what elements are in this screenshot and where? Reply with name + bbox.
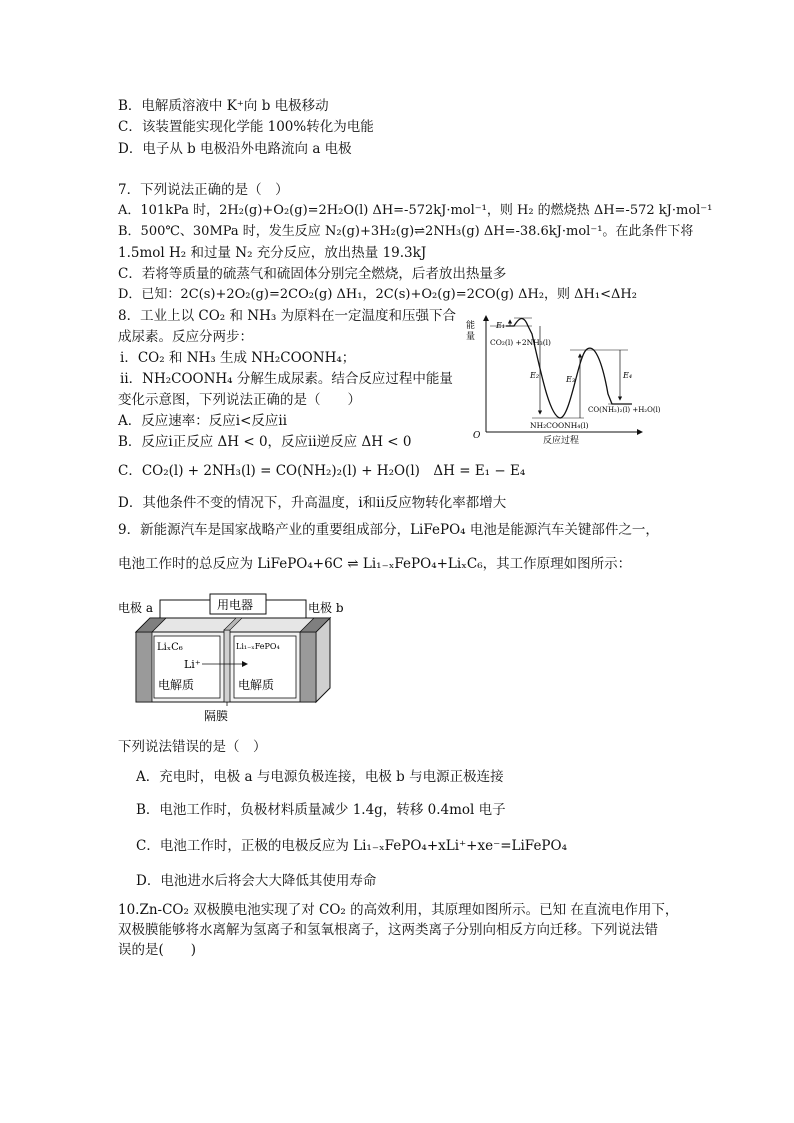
device-label: 用电器	[217, 598, 254, 612]
q8-option-b: B．反应ⅰ正反应 ΔH < 0，反应ⅱ逆反应 ΔH < 0	[118, 434, 412, 450]
left-material-label: LiₓC₆	[157, 642, 183, 653]
q9-option-c: C．电池工作时，正极的电极反应为 Li₁₋ₓFePO₄+xLi⁺+xe⁻=LiFePO₄	[136, 838, 567, 854]
e1-label: E₁	[496, 321, 506, 330]
intermediate-label: NH₂COONH₄(l)	[530, 421, 589, 430]
wire-right	[266, 600, 306, 618]
q8-stem-line5: 变化示意图，下列说法正确的是（ ）	[118, 392, 361, 408]
q9-stem-line2: 电池工作时的总反应为 LiFePO₄+6C ⇌ Li₁₋ₓFePO₄+LiₓC₆，其工作原理如图所示：	[118, 556, 632, 572]
q8-step-1: ⅰ．CO₂ 和 NH₃ 生成 NH₂COONH₄；	[120, 350, 356, 366]
q7-stem: 7．下列说法正确的是（ ）	[118, 182, 289, 198]
origin-label: O	[473, 431, 481, 441]
q7-option-a: A．101kPa 时，2H₂(g)+O₂(g)=2H₂O(l) ΔH=-572kJ·mol⁻¹，则 H₂ 的燃烧热 ΔH=-572 kJ·mol⁻¹	[118, 203, 713, 218]
cell-side	[316, 618, 330, 702]
q7-option-c: C．若将等质量的硫蒸气和硫固体分别完全燃烧，后者放出热量多	[118, 266, 507, 282]
electrode-b	[300, 632, 316, 702]
q8-step-2: ⅱ．NH₂COONH₄ 分解生成尿素。结合反应过程中能量	[120, 371, 453, 387]
wire-left	[160, 600, 210, 618]
x-axis-label: 反应过程	[543, 436, 580, 446]
q8-option-a: A．反应速率：反应ⅰ<反应ⅱ	[118, 413, 288, 429]
left-electrolyte-label: 电解质	[158, 678, 195, 692]
q10-stem-line1: 10.Zn-CO₂ 双极膜电池实现了对 CO₂ 的高效利用，其原理如图所示。已知 在直流电作用下，	[118, 902, 679, 918]
e3-label: E₃	[566, 375, 576, 384]
q7-option-d: D．已知：2C(s)+2O₂(g)=2CO₂(g) ΔH₁，2C(s)+O₂(g)=2CO(g) ΔH₂，则 ΔH₁<ΔH₂	[118, 287, 637, 302]
reactants-label: CO₂(l) +2NH₃(l)	[490, 338, 551, 347]
membrane-label: 隔膜	[204, 709, 229, 723]
q6-option-b: B．电解质溶液中 K⁺向 b 电极移动	[118, 98, 329, 114]
q9-question: 下列说法错误的是（ ）	[118, 739, 267, 755]
q10-stem-line3: 误的是( )	[118, 942, 197, 958]
y-axis-label-top: 能	[466, 321, 476, 331]
energy-profile-diagram	[462, 308, 684, 450]
q9-option-b: B．电池工作时，负极材料质量减少 1.4g，转移 0.4mol 电子	[136, 802, 506, 818]
e2-label: E₂	[530, 371, 540, 380]
e4-label: E₄	[623, 371, 633, 380]
ion-label: Li⁺	[184, 658, 201, 671]
q9-option-a: A．充电时，电极 a 与电源负极连接，电极 b 与电源正极连接	[136, 769, 504, 785]
right-electrolyte-label: 电解质	[238, 678, 275, 692]
q8-stem-line1: 8．工业上以 CO₂ 和 NH₃ 为原料在一定温度和压强下合	[118, 308, 457, 324]
q6-option-d: D．电子从 b 电极沿外电路流向 a 电极	[118, 141, 352, 157]
y-axis-label-bottom: 量	[466, 332, 476, 342]
q10-stem-line2: 双极膜能够将水离解为氢离子和氢氧根离子，这两类离子分别向相反方向迁移。下列说法错	[118, 922, 658, 938]
electrode-a	[136, 632, 152, 702]
q9-option-d: D．电池进水后将会大大降低其使用寿命	[136, 873, 377, 889]
q8-option-c: C．CO₂(l) + 2NH₃(l) = CO(NH₂)₂(l) + H₂O(l) ΔH = E₁ − E₄	[118, 463, 526, 479]
q9-stem-line1: 9．新能源汽车是国家战略产业的重要组成部分，LiFePO₄ 电池是能源汽车关键部件之一，	[118, 522, 659, 538]
battery-diagram	[116, 592, 366, 724]
q8-stem-line2: 成尿素。反应分两步：	[118, 329, 253, 345]
electrode-b-label: 电极 b	[308, 601, 344, 615]
right-material-label: Li₁₋ₓFePO₄	[236, 642, 280, 651]
products-label: CO(NH₂)₂(l) +H₂O(l)	[588, 406, 661, 414]
q8-option-d: D．其他条件不变的情况下，升高温度，ⅰ和ⅱ反应物转化率都增大	[118, 495, 507, 511]
energy-curve	[506, 319, 632, 419]
q6-option-c: C．该装置能实现化学能 100%转化为电能	[118, 119, 374, 135]
electrode-a-label: 电极 a	[118, 601, 153, 615]
q7-option-b-line2: 1.5mol H₂ 和过量 N₂ 充分反应，放出热量 19.3kJ	[118, 245, 427, 261]
membrane	[224, 630, 230, 702]
q7-option-b-line1: B．500℃、30MPa 时，发生反应 N₂(g)+3H₂(g)⇌2NH₃(g) ΔH=-38.6kJ·mol⁻¹。在此条件下将	[118, 224, 694, 239]
